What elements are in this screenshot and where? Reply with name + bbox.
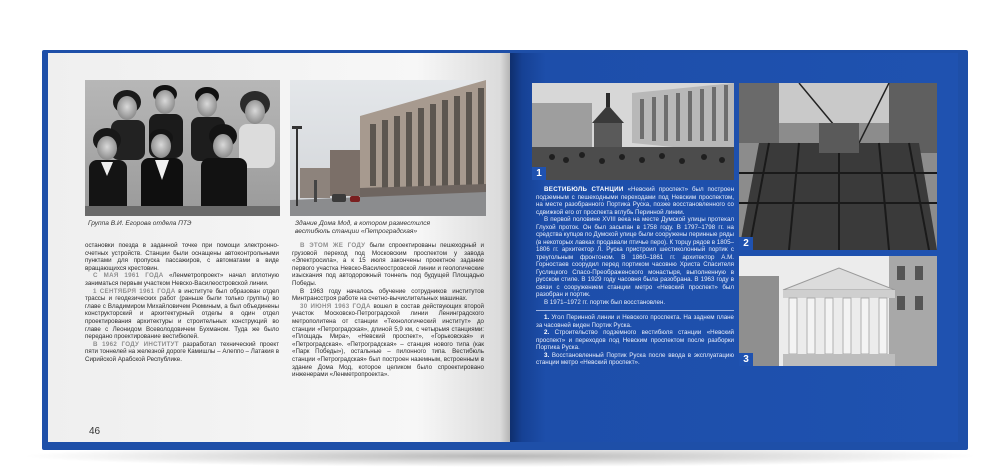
construction-photo: [739, 83, 937, 250]
page-number: 46: [89, 426, 101, 437]
building-photo-image: [290, 80, 486, 216]
paragraph-heading: В 1962 ГОДУ ИНСТИТУТ: [93, 340, 179, 348]
paragraph: остановки поезда в заданной точке при помощи электронно-счетных устройств. Станции были оснащены автоконтрольными пунктами для пропуска пассажиров, с автоматами в виде вращающихся крестовин.: [85, 242, 279, 272]
paragraph-heading: 1 СЕНТЯБРЯ 1961 ГОДА: [93, 287, 176, 295]
photo-number-3: 3: [739, 353, 753, 366]
section-heading: ВЕСТИБЮЛЬ СТАНЦИИ: [544, 186, 624, 193]
paragraph: 1 СЕНТЯБРЯ 1961 ГОДА в институте был образован отдел трассы и геодезических работ (раньше были только группы) во главе с Владимиром Михайловичем Рюминым, а был объединены конструкторский и архитектурный отделы в один отдел проектирования архитектуры и строительных конструкций во главе с Леонидом Всеволодовичем Бухманом. Туда же было передано проектирование вестибюлей.: [85, 287, 279, 341]
group-photo-caption: Группа В.И. Егорова отдела ПТЭ: [88, 220, 192, 227]
paragraph: В 1963 году началось обучение сотрудников институтов Минтрансстроя работе на счетно-вычислительных машинах.: [292, 287, 484, 303]
group-photo: [85, 80, 280, 216]
paragraph: В 1962 ГОДУ ИНСТИТУТ разработал технический проект пяти тоннелей на железной дороге Камишлы – Алеппо – Латакия в Сирийской Арабской Республике.: [85, 340, 279, 363]
caption-item: 3. Восстановленный Портик Руска после ввода в эксплуатацию станции метро «Невский проспект».: [536, 351, 734, 366]
portico-image: [739, 256, 937, 366]
paragraph: 30 ИЮНЯ 1963 ГОДА вошел в состав действующих второй участок Московско-Петроградской линии Ленинградского метрополитена от станции «Технологический институт» до станции «Петроградская», длиной 5,9 км, с четырьмя станциями: «Площадь Мира», «Невский проспект», «Горьковская» и «Петроградская». «Петроградская» – станция нового типа (как «Парк Победы»), остальные – пилонного типа. Вестибюль станции «Петроградская» был построен наземным, встроенным в здание Дома Мод, которое целиком было спроектировано инженерами «Ленметропроекта».: [292, 302, 485, 379]
group-photo-image: [85, 80, 280, 216]
left-page: [48, 53, 510, 442]
building-photo-caption: Здание Дома Мод, в котором разместился вестибюль станции «Петроградская»: [295, 220, 431, 235]
caption-item: 2. Строительство подземного вестибюля станции «Невский проспект» и переходов под Невским проспектом после разборки Портика Руска.: [536, 329, 734, 351]
paragraph: В ЭТОМ ЖЕ ГОДУ были спроектированы пешеходный и грузовой переход под Московским проспектом у завода «Электросила», а к 15 июля закончены проектное задание первого участка Невско-Василеостровской линии и геологические изыскания под автодорожный тоннель под будущей Площадью Победы.: [292, 242, 485, 287]
paragraph-heading: С МАЯ 1961 ГОДА: [93, 272, 164, 280]
portico-photo: [739, 256, 937, 366]
paragraph-heading: 30 ИЮНЯ 1963 ГОДА: [300, 302, 371, 310]
photo-number-2: 2: [739, 237, 753, 250]
paragraph: В 1971–1972 гг. портик был восстановлен.: [544, 298, 666, 306]
photo-number-1: 1: [532, 167, 546, 180]
divider: [536, 310, 734, 311]
paragraph: С МАЯ 1961 ГОДА «Ленметропроект» начал вплотную заниматься первым участком Невско-Василеостровской линии.: [85, 272, 279, 287]
text-column-1: [85, 242, 279, 364]
right-text-column: [536, 186, 734, 367]
paragraph: В первой половине XVIII века на месте Думской улицы протекал Глухой проток. Он был засыпан в 1758 году. В 1797–1798 гг. на средства купцов по Думской улице были сооружены перинные ряды (в некоторых лавках продавали птичье перо). К торцу рядов в 1805–1806 гг. архитектор Л. Руска пристроил шестиколонный портик с треугольным фронтоном. В 1860–1861 гг. архитектор А.М. Горностаев соорудил перед портиком часовню Христа Спасителя Гуслицкого Спасо-Преображенского монастыря, выполненную в русском стиле. В 1929 году часовня была разобрана. В 1963 году в связи с сооружением станции метро «Невский проспект» был разобран и портик.: [536, 216, 734, 298]
construction-image: [739, 83, 937, 250]
historic-street-image: [532, 83, 734, 180]
book-spine-shadow: [500, 53, 522, 442]
paragraph: ВЕСТИБЮЛЬ СТАНЦИИ «Невский проспект» был построен подземным с пешеходными переходами под Невским проспектом, на месте разобранного Портика Руска, позже восстановленного со сдвижкой его от проспекта вглубь Перинной линии.: [536, 186, 735, 216]
caption-item: 1. Угол Перинной линии и Невского проспекта. На заднем плане за часовней виден Портик Руска.: [536, 314, 734, 329]
right-page: [510, 53, 958, 442]
paragraph-heading: В ЭТОМ ЖЕ ГОДУ: [300, 242, 366, 249]
text-column-2: [292, 242, 484, 379]
historic-street-photo: [532, 83, 734, 180]
building-photo: [290, 80, 486, 216]
